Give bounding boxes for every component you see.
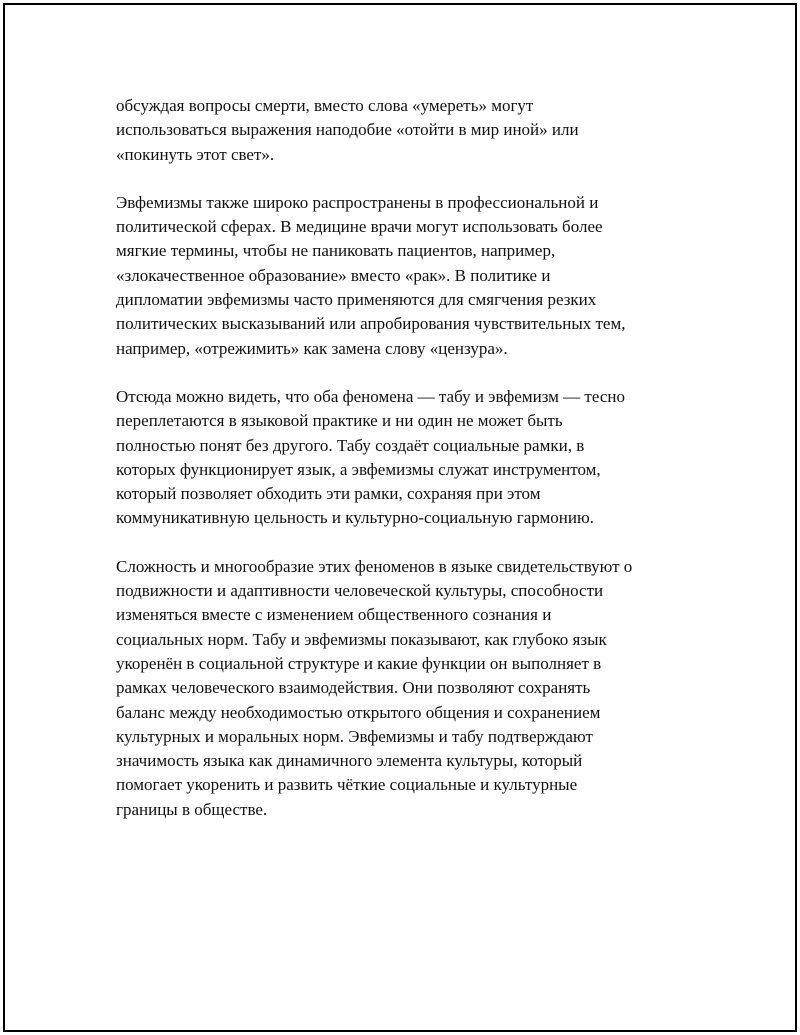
text-line: Сложность и многообразие этих феноменов в языке свидетельствуют о xyxy=(116,556,633,576)
text-line: мягкие термины, чтобы не паниковать пациентов, например, xyxy=(116,241,556,261)
text-line: который позволяет обходить эти рамки, сохраняя при этом xyxy=(116,484,541,504)
paragraph xyxy=(116,555,688,822)
paragraph xyxy=(116,385,688,531)
document-body xyxy=(116,94,688,846)
text-line: Отсюда можно видеть, что оба феномена — табу и эвфемизм — тесно xyxy=(116,386,625,406)
text-line: например, «отрежимить» как замена слову «цензура». xyxy=(116,338,508,358)
text-line: политических высказываний или апробирования чувствительных тем, xyxy=(116,314,626,334)
text-line: социальных норм. Табу и эвфемизмы показывают, как глубоко язык xyxy=(116,629,607,649)
text-line: полностью понят без другого. Табу создаёт социальные рамки, в xyxy=(116,435,585,455)
text-line: значимость языка как динамичного элемента культуры, который xyxy=(116,751,583,771)
text-line: использоваться выражения наподобие «отойти в мир иной» или xyxy=(116,120,579,140)
text-line: которых функционирует язык, а эвфемизмы служат инструментом, xyxy=(116,459,601,479)
text-line: подвижности и адаптивности человеческой культуры, способности xyxy=(116,581,604,601)
text-line: укоренён в социальной структуре и какие функции он выполняет в xyxy=(116,653,602,673)
text-line: помогает укоренить и развить чёткие социальные и культурные xyxy=(116,775,578,795)
text-line: «покинуть этот свет». xyxy=(116,144,275,164)
text-line: коммуникативную цельность и культурно-социальную гармонию. xyxy=(116,508,594,528)
text-line: Эвфемизмы также широко распространены в профессиональной и xyxy=(116,192,599,212)
text-line: переплетаются в языковой практике и ни один не может быть xyxy=(116,411,563,431)
text-line: политической сферах. В медицине врачи могут использовать более xyxy=(116,217,603,237)
text-line: баланс между необходимостью открытого общения и сохранением xyxy=(116,702,601,722)
text-line: обсуждая вопросы смерти, вместо слова «умереть» могут xyxy=(116,96,534,115)
text-line: «злокачественное образование» вместо «рак». В политике и xyxy=(116,265,551,285)
paragraph xyxy=(116,94,688,167)
text-line: границы в обществе. xyxy=(116,799,268,819)
text-line: дипломатии эвфемизмы часто применяются для смягчения резких xyxy=(116,290,597,310)
text-line: рамках человеческого взаимодействия. Они позволяют сохранять xyxy=(116,678,591,698)
paragraph xyxy=(116,191,688,361)
text-line: изменяться вместе с изменением общественного сознания и xyxy=(116,605,552,625)
text-line: культурных и моральных норм. Эвфемизмы и табу подтверждают xyxy=(116,726,593,746)
